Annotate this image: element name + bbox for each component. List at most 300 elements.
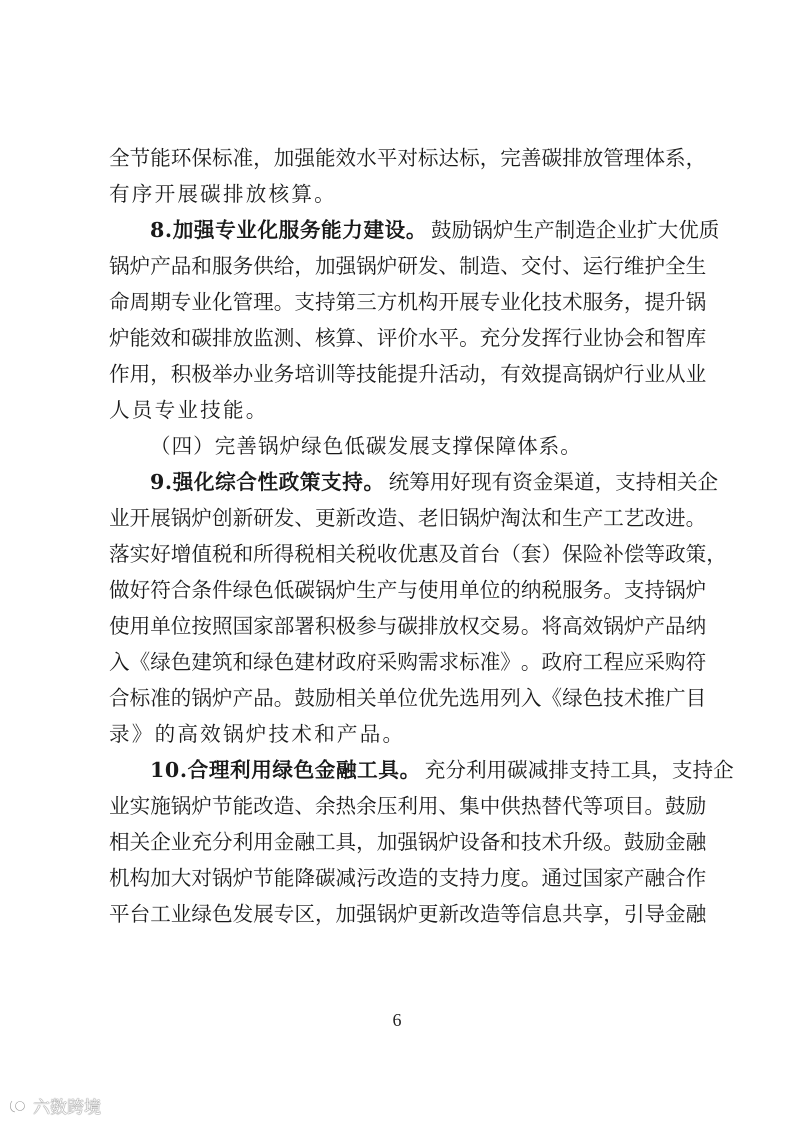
glyph: 艺	[623, 506, 645, 530]
glyph: 色	[170, 650, 192, 674]
glyph: 府	[356, 650, 377, 674]
glyph: 合	[109, 686, 130, 710]
glyph: 政	[665, 542, 686, 566]
glyph: 集	[459, 794, 480, 818]
glyph: 列	[500, 686, 521, 710]
glyph: 有	[500, 362, 521, 386]
glyph: 锅	[191, 686, 212, 710]
glyph: 污	[356, 866, 377, 890]
glyph: 、	[500, 254, 521, 278]
glyph: 易	[500, 614, 521, 638]
glyph: 务	[603, 290, 624, 314]
glyph: 善	[520, 146, 542, 170]
glyph: 权	[459, 614, 480, 638]
glyph: 部	[273, 614, 295, 638]
glyph: 偿	[623, 542, 645, 566]
glyph: 持	[692, 758, 714, 782]
glyph: 。	[603, 830, 624, 854]
glyph: 准	[232, 146, 254, 170]
glyph: 锅	[376, 902, 398, 926]
glyph: 务	[273, 362, 295, 386]
glyph: 保	[191, 146, 212, 170]
glyph: 采	[644, 650, 666, 674]
glyph: 效	[520, 362, 542, 386]
glyph: ，	[253, 146, 274, 170]
glyph: 能	[314, 146, 336, 170]
glyph: ，	[294, 254, 315, 278]
glyph: 研	[397, 254, 418, 278]
glyph: 举	[211, 362, 233, 386]
glyph: 炉	[109, 326, 130, 350]
glyph: 品	[170, 254, 192, 278]
glyph: 全	[665, 254, 686, 278]
glyph: ，	[479, 146, 501, 170]
glyph: 业	[109, 506, 130, 530]
glyph: 和	[232, 650, 254, 674]
glyph: 策	[685, 542, 707, 566]
glyph: 造	[479, 254, 501, 278]
glyph: 国	[232, 614, 254, 638]
glyph: 绿	[191, 902, 212, 926]
glyph: 色	[582, 686, 604, 710]
glyph: 提	[644, 290, 666, 314]
glyph: 锅	[417, 830, 439, 854]
glyph: 交	[479, 614, 501, 638]
glyph: 标	[459, 650, 480, 674]
glyph: 分	[211, 830, 233, 854]
glyph: 锅	[459, 506, 480, 530]
glyph: 融	[644, 866, 666, 890]
glyph: 放	[232, 326, 254, 350]
glyph: 核	[314, 326, 336, 350]
glyph: 制	[459, 254, 480, 278]
glyph: 准	[479, 650, 501, 674]
glyph: 险	[582, 542, 604, 566]
glyph: 给	[273, 254, 295, 278]
glyph: 增	[170, 542, 192, 566]
glyph: 实	[129, 542, 151, 566]
glyph: 用	[429, 470, 451, 494]
glyph: 好	[450, 470, 472, 494]
glyph: 励	[451, 218, 473, 242]
glyph: 效	[335, 146, 357, 170]
glyph: 等	[582, 794, 604, 818]
glyph: 台	[129, 902, 151, 926]
glyph: 锅	[211, 866, 233, 890]
glyph: 企	[150, 830, 171, 854]
glyph: 替	[541, 794, 563, 818]
glyph: 推	[644, 686, 666, 710]
glyph: 现	[471, 470, 492, 494]
glyph: 相	[314, 542, 336, 566]
glyph: 和	[541, 506, 563, 530]
glyph: 加	[150, 866, 171, 890]
glyph: 鼓	[623, 830, 645, 854]
glyph: 锅	[109, 254, 130, 278]
glyph: 新	[438, 902, 460, 926]
glyph: 排	[548, 758, 569, 782]
glyph: 专	[273, 902, 295, 926]
glyph: 利	[232, 830, 254, 854]
glyph: 税	[356, 542, 377, 566]
glyph: 全	[109, 146, 130, 170]
glyph: 锅	[603, 614, 624, 638]
glyph: 加	[335, 902, 357, 926]
glyph: 等	[500, 902, 521, 926]
text-line-first	[109, 464, 719, 500]
text-line	[109, 140, 707, 176]
glyph: 件	[211, 578, 233, 602]
glyph: 关	[356, 686, 377, 710]
glyph: 导	[644, 902, 666, 926]
glyph: 老	[417, 506, 439, 530]
text-line	[109, 572, 707, 608]
glyph: 目	[685, 686, 707, 710]
glyph: 减	[335, 866, 357, 890]
glyph: 关	[335, 542, 357, 566]
glyph: 纳	[685, 614, 707, 638]
glyph: 管	[603, 146, 624, 170]
glyph: 需	[417, 650, 439, 674]
glyph: 高	[562, 614, 583, 638]
glyph: 强	[294, 146, 315, 170]
glyph: 业	[500, 290, 521, 314]
glyph: 。	[459, 326, 480, 350]
glyph: 改	[376, 866, 398, 890]
glyph: 命	[109, 290, 130, 314]
glyph: 淘	[500, 506, 521, 530]
glyph: 锅	[170, 506, 192, 530]
glyph: ，	[623, 290, 645, 314]
glyph: 色	[211, 902, 233, 926]
glyph: 税	[294, 542, 315, 566]
glyph: 筹	[409, 470, 430, 494]
glyph: 纳	[520, 578, 542, 602]
glyph: 对	[397, 146, 418, 170]
glyph: 用	[129, 362, 151, 386]
glyph: 测	[273, 326, 295, 350]
glyph: 提	[397, 362, 418, 386]
glyph: 合	[170, 578, 192, 602]
glyph: 培	[294, 362, 315, 386]
glyph: 炉	[232, 866, 254, 890]
glyph: 支	[623, 578, 645, 602]
glyph: （	[500, 542, 521, 566]
glyph: 升	[562, 830, 583, 854]
glyph: 方	[376, 290, 398, 314]
glyph: 监	[253, 326, 274, 350]
glyph: 展	[150, 506, 171, 530]
text-segment	[389, 464, 719, 500]
glyph: 锅	[685, 290, 707, 314]
glyph: 作	[685, 866, 707, 890]
glyph: 。	[520, 650, 542, 674]
glyph: 材	[314, 650, 336, 674]
glyph: 能	[150, 146, 171, 170]
glyph: 优	[417, 686, 439, 710]
glyph: 、	[294, 326, 315, 350]
glyph: 支	[294, 290, 315, 314]
glyph: 会	[623, 326, 645, 350]
glyph: 生	[356, 578, 377, 602]
glyph: 有	[491, 470, 513, 494]
text-line	[109, 500, 707, 536]
glyph: 利	[397, 794, 418, 818]
glyph: 。	[644, 794, 666, 818]
glyph: 价	[397, 326, 418, 350]
glyph: ，	[651, 758, 672, 782]
glyph: 炉	[335, 578, 357, 602]
glyph: 动	[459, 362, 480, 386]
glyph: 技	[603, 686, 624, 710]
glyph: 关	[676, 470, 698, 494]
glyph: 广	[665, 686, 686, 710]
glyph: 加	[314, 254, 336, 278]
glyph: 和	[191, 254, 212, 278]
glyph: 设	[459, 830, 480, 854]
glyph: 炉	[376, 254, 398, 278]
glyph: 行	[623, 362, 645, 386]
glyph: 炉	[191, 506, 212, 530]
glyph: 造	[376, 506, 398, 530]
glyph: 产	[534, 218, 555, 242]
text-line: 人员专业技能。	[109, 398, 269, 422]
glyph: 业	[170, 902, 192, 926]
glyph: 活	[438, 362, 460, 386]
glyph: 建	[191, 650, 212, 674]
text-line	[109, 860, 707, 896]
glyph: 机	[109, 866, 130, 890]
paragraph-item-9	[109, 464, 727, 752]
glyph: 产	[150, 254, 171, 278]
glyph: 及	[438, 542, 460, 566]
glyph: 具	[630, 758, 652, 782]
glyph: 第	[335, 290, 357, 314]
glyph: 压	[376, 794, 398, 818]
glyph: 制	[554, 218, 576, 242]
glyph: 业	[685, 362, 707, 386]
glyph: 发	[520, 326, 542, 350]
glyph: 惠	[417, 542, 439, 566]
glyph: 标	[211, 146, 233, 170]
glyph: 极	[335, 614, 357, 638]
glyph: 体	[644, 146, 666, 170]
glyph: 炉	[129, 254, 151, 278]
glyph: 机	[397, 290, 418, 314]
glyph: 强	[397, 830, 418, 854]
glyph: 使	[109, 614, 130, 638]
text-line	[109, 356, 707, 392]
text-line-first	[109, 212, 720, 248]
glyph: 代	[562, 794, 583, 818]
glyph: 供	[500, 794, 521, 818]
glyph: 金	[532, 470, 554, 494]
glyph: 和	[500, 830, 521, 854]
glyph: 平	[438, 326, 460, 350]
glyph: ）	[541, 542, 563, 566]
glyph: 锅	[170, 794, 192, 818]
glyph: 业	[170, 830, 192, 854]
glyph: 符	[685, 650, 707, 674]
glyph: 办	[232, 362, 254, 386]
glyph: 入	[109, 650, 130, 674]
glyph: 期	[150, 290, 171, 314]
glyph: 税	[541, 578, 563, 602]
glyph: 标	[459, 146, 480, 170]
glyph: 用	[479, 686, 501, 710]
glyph: 《	[129, 650, 151, 674]
glyph: 效	[150, 326, 171, 350]
glyph: 开	[129, 506, 151, 530]
glyph: 炉	[603, 362, 624, 386]
glyph: 家	[253, 614, 274, 638]
glyph: 优	[397, 542, 418, 566]
glyph: 大	[657, 218, 679, 242]
glyph: 金	[665, 830, 686, 854]
glyph: 放	[582, 146, 604, 170]
glyph: 技	[356, 362, 377, 386]
glyph: 排	[417, 614, 439, 638]
glyph: 造	[397, 866, 418, 890]
glyph: 护	[644, 254, 666, 278]
glyph: 周	[129, 290, 151, 314]
glyph: 理	[623, 146, 645, 170]
item-heading: 10.合理利用绿色金融工具。	[150, 758, 421, 782]
glyph: 碳	[541, 146, 563, 170]
section-heading: （四）完善锅炉绿色低碳发展支撑保障体系。	[150, 434, 582, 458]
glyph: 度	[500, 866, 521, 890]
glyph: ，	[479, 362, 501, 386]
glyph: 展	[253, 902, 274, 926]
glyph: 能	[376, 362, 398, 386]
glyph: 得	[273, 542, 295, 566]
glyph: 热	[520, 794, 542, 818]
glyph: 鼓	[665, 794, 686, 818]
glyph: 用	[438, 578, 460, 602]
glyph: 渠	[553, 470, 574, 494]
glyph: 支	[568, 758, 590, 782]
glyph: 条	[191, 578, 212, 602]
glyph: 节	[253, 866, 274, 890]
watermark-text: 六数跨境	[33, 1098, 101, 1118]
glyph: 平	[109, 902, 130, 926]
glyph: 相	[335, 686, 357, 710]
glyph: 维	[623, 254, 645, 278]
glyph: 强	[335, 254, 357, 278]
glyph: 政	[541, 650, 563, 674]
glyph: 能	[232, 794, 254, 818]
glyph: 。	[685, 506, 707, 530]
glyph: 锅	[314, 578, 336, 602]
glyph: 行	[562, 326, 583, 350]
paragraph-item-10	[109, 752, 734, 932]
glyph: 位	[397, 686, 418, 710]
glyph: 运	[582, 254, 604, 278]
glyph: 构	[417, 290, 439, 314]
glyph: 提	[541, 362, 563, 386]
glyph: ，	[314, 902, 336, 926]
glyph: 建	[294, 650, 315, 674]
glyph: 能	[273, 866, 295, 890]
glyph: 鼓	[431, 218, 452, 242]
glyph: 优	[678, 218, 699, 242]
glyph: 标	[417, 146, 439, 170]
glyph: 照	[211, 614, 233, 638]
text-line	[109, 896, 707, 932]
glyph: 水	[417, 326, 439, 350]
glyph: 国	[582, 866, 604, 890]
glyph: 相	[656, 470, 677, 494]
glyph: 区	[294, 902, 315, 926]
glyph: 、	[356, 326, 377, 350]
glyph: 余	[356, 794, 377, 818]
glyph: 加	[273, 146, 295, 170]
glyph: 构	[129, 866, 151, 890]
glyph: 企	[595, 218, 617, 242]
glyph: 化	[211, 290, 233, 314]
glyph: 应	[623, 650, 645, 674]
glyph: 购	[665, 650, 686, 674]
glyph: 绿	[232, 578, 254, 602]
glyph: 改	[459, 902, 480, 926]
glyph: ，	[150, 362, 171, 386]
glyph: 分	[445, 758, 466, 782]
glyph: 的	[500, 578, 521, 602]
glyph: 绿	[253, 650, 274, 674]
glyph: 生	[562, 506, 583, 530]
glyph: 筑	[211, 650, 233, 674]
glyph: 持	[635, 470, 657, 494]
glyph: 用	[253, 830, 274, 854]
glyph: 系	[665, 146, 686, 170]
glyph: 碳	[397, 614, 418, 638]
watermark	[8, 1093, 101, 1118]
glyph: 台	[479, 542, 501, 566]
glyph: 产	[232, 686, 254, 710]
glyph: 技	[520, 830, 542, 854]
glyph: 更	[314, 506, 336, 530]
glyph: 色	[273, 650, 295, 674]
glyph: 税	[211, 542, 233, 566]
glyph: 业	[582, 326, 604, 350]
glyph: 与	[376, 614, 398, 638]
glyph: 术	[562, 290, 583, 314]
glyph: 等	[644, 542, 666, 566]
glyph: ，	[594, 470, 616, 494]
glyph: 发	[417, 254, 439, 278]
glyph: 采	[376, 650, 398, 674]
glyph: 炉	[623, 614, 645, 638]
glyph: 共	[562, 902, 583, 926]
glyph: 交	[520, 254, 542, 278]
glyph: 扩	[636, 218, 658, 242]
glyph: 业	[191, 290, 212, 314]
glyph: 充	[424, 758, 446, 782]
glyph: 余	[314, 794, 336, 818]
glyph: 融	[294, 830, 315, 854]
paragraph-continuation	[109, 140, 707, 212]
glyph: 术	[623, 686, 645, 710]
text-line	[109, 680, 707, 716]
glyph: 按	[191, 614, 212, 638]
text-segment	[431, 212, 719, 248]
glyph: 工	[150, 902, 171, 926]
glyph: 从	[665, 362, 686, 386]
glyph: 补	[603, 542, 624, 566]
glyph: 支	[671, 758, 693, 782]
glyph: 术	[541, 830, 563, 854]
glyph: 落	[109, 542, 130, 566]
